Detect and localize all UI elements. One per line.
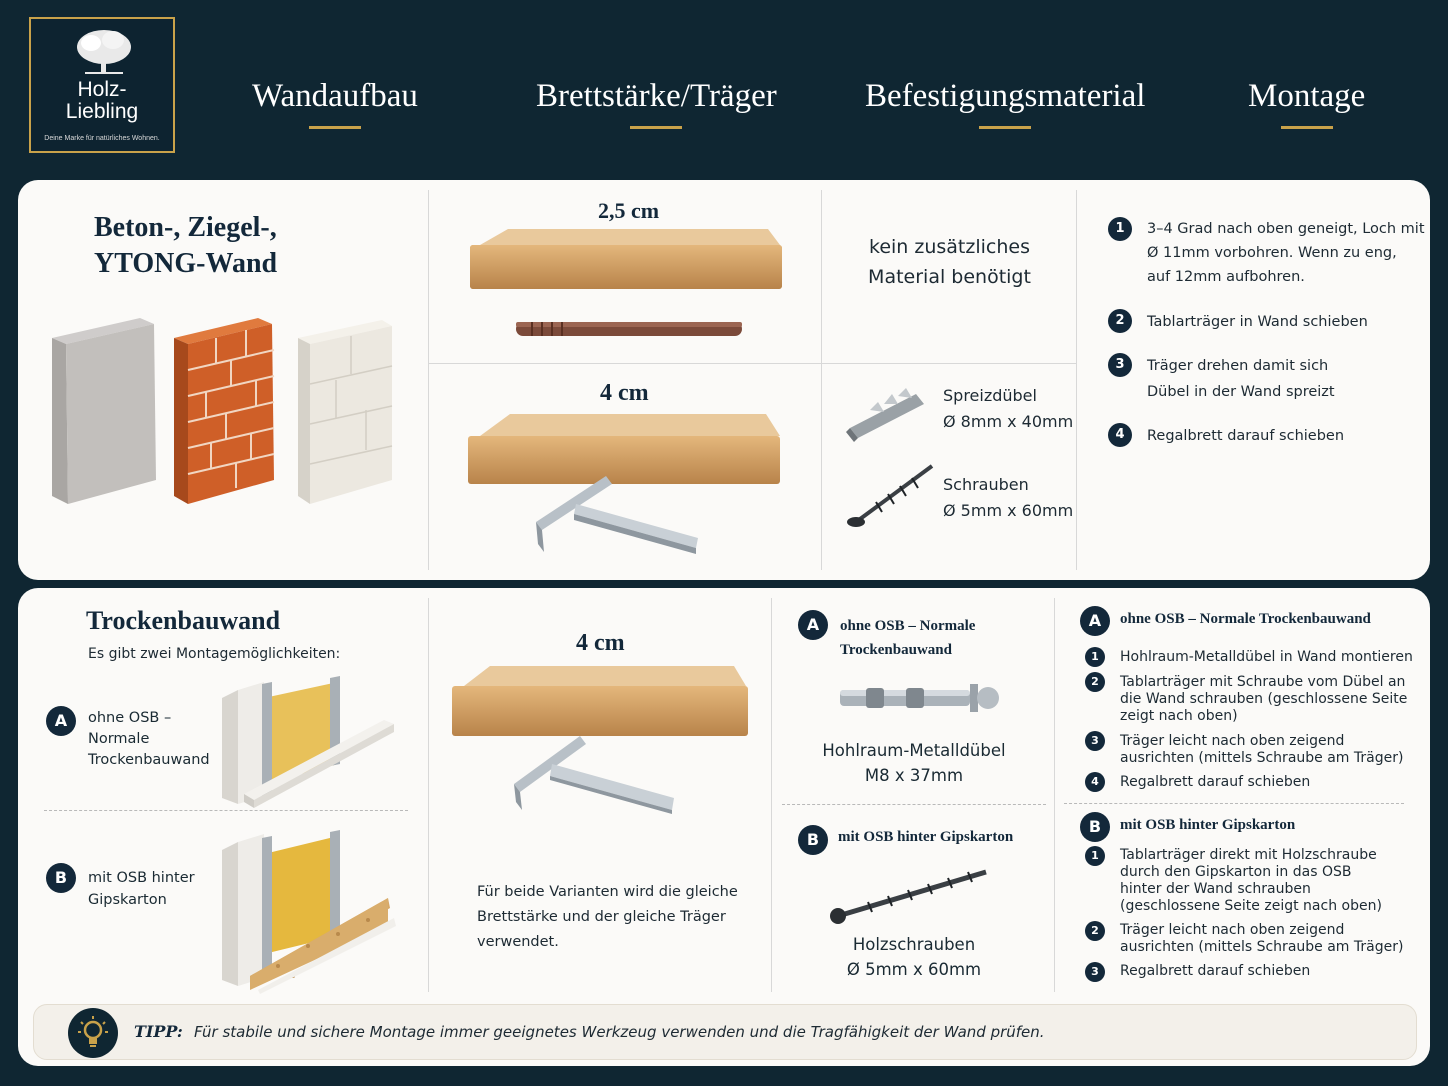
- step-number: 2: [1085, 672, 1105, 692]
- step-number: 4: [1085, 772, 1105, 792]
- cavity-anchor-icon: [836, 678, 1000, 718]
- cavity-anchor-label: Hohlraum-Metalldübel M8 x 37mm: [822, 741, 1006, 785]
- screw-label: Schrauben Ø 5mm x 60mm: [943, 475, 1074, 520]
- expansion-dowel-icon: [846, 380, 930, 444]
- nav-underline: [1281, 126, 1333, 129]
- solid-wall-panel: [18, 180, 1430, 580]
- lightbulb-icon: [68, 1008, 118, 1058]
- step-number: 1: [1085, 647, 1105, 667]
- drywall-a-image: [218, 668, 400, 808]
- no-material-text: kein zusätzliches Material benötigt: [868, 236, 1031, 288]
- step-number: 3: [1085, 962, 1105, 982]
- drywall-board-thickness: 4 cm: [576, 630, 625, 656]
- material-a-title: ohne OSB – Normale Trockenbauwand: [840, 618, 976, 658]
- steps-b-badge: B: [1080, 812, 1110, 842]
- solid-wall-title: Beton-, Ziegel-, YTONG-Wand: [94, 212, 278, 279]
- expansion-dowel-label: Spreizdübel Ø 8mm x 40mm: [943, 386, 1074, 431]
- steps-b-item-2: Träger leicht nach oben zeigend ausrichten (mittels Schraube am Träger): [1120, 922, 1404, 955]
- tree-icon: [75, 27, 133, 77]
- step-number: 2: [1085, 921, 1105, 941]
- option-b-badge: B: [46, 863, 76, 893]
- solid-step-4: Regalbrett darauf schieben: [1147, 428, 1345, 444]
- nav-underline: [979, 126, 1031, 129]
- nav-befestigungsmaterial[interactable]: Befestigungsmaterial: [865, 78, 1145, 115]
- steps-b-title: mit OSB hinter Gipskarton: [1120, 817, 1296, 833]
- solid-step-3: Träger drehen damit sich Dübel in der Wand spreizt: [1147, 358, 1335, 400]
- step-number: 3: [1085, 731, 1105, 751]
- drywall-title: Trockenbauwand: [86, 606, 281, 635]
- steps-b-item-1: Tablarträger direkt mit Holzschraube durch den Gipskarton in das OSB hinter der Wand schrauben (geschlossene Seite zeigt nach oben): [1120, 847, 1382, 914]
- wood-screw-label: Holzschrauben Ø 5mm x 60mm: [846, 935, 982, 979]
- brand-logo[interactable]: [29, 17, 175, 153]
- board-thickness-25: 2,5 cm: [598, 198, 660, 223]
- step-number: 1: [1108, 217, 1132, 241]
- material-a-badge: A: [798, 610, 828, 640]
- drywall-board-bracket-image: [450, 664, 754, 824]
- steps-a-item-2: Tablarträger mit Schraube vom Dübel an die Wand schrauben (geschlossene Seite zeigt nach oben): [1120, 674, 1408, 724]
- material-b-badge: B: [798, 825, 828, 855]
- solid-step-1: 3–4 Grad nach oben geneigt, Loch mit Ø 11mm vorbohren. Wenn zu eng, auf 12mm aufbohren.: [1147, 221, 1425, 285]
- board-thickness-4: 4 cm: [600, 380, 649, 406]
- material-b-title: mit OSB hinter Gipskarton: [838, 829, 1014, 845]
- step-number: 1: [1085, 846, 1105, 866]
- step-number: 2: [1108, 309, 1132, 333]
- tip-label: TIPP:: [134, 1022, 183, 1041]
- steps-a-item-1: Hohlraum-Metalldübel in Wand montieren: [1120, 649, 1413, 665]
- board-25-image: [468, 225, 788, 295]
- wood-screw-icon: [828, 868, 992, 928]
- nav-underline: [630, 126, 682, 129]
- option-a-label: ohne OSB – Normale Trockenbauwand: [88, 710, 210, 768]
- tip-text: Für stabile und sichere Montage immer geeignetes Werkzeug verwenden und die Tragfähigkeit der Wand prüfen.: [194, 1023, 1045, 1041]
- steps-a-item-4: Regalbrett darauf schieben: [1120, 774, 1311, 790]
- tip-badge: [68, 1008, 118, 1058]
- steps-b-item-3: Regalbrett darauf schieben: [1120, 963, 1311, 979]
- brand-tagline: Deine Marke für natürliches Wohnen.: [44, 135, 160, 142]
- solid-step-2: Tablarträger in Wand schieben: [1147, 314, 1368, 330]
- drywall-note: Für beide Varianten wird die gleiche Brettstärke und der gleiche Träger verwendet.: [477, 884, 738, 950]
- brand-name: Holz- Liebling: [65, 78, 139, 123]
- board-4-with-bracket-image: [466, 412, 786, 562]
- option-a-badge: A: [46, 706, 76, 736]
- wall-samples-image: [46, 310, 396, 510]
- drywall-subtitle: Es gibt zwei Montagemöglichkeiten:: [88, 646, 341, 662]
- step-number: 4: [1108, 423, 1132, 447]
- nav-brettstaerke[interactable]: Brettstärke/Träger: [536, 78, 777, 115]
- step-number: 3: [1108, 353, 1132, 377]
- steps-a-badge: A: [1080, 606, 1110, 636]
- screw-icon: [846, 462, 936, 532]
- drywall-b-image: [218, 826, 400, 994]
- tip-bar: [33, 1004, 1417, 1060]
- nav-wandaufbau[interactable]: Wandaufbau: [252, 78, 418, 115]
- steps-a-title: ohne OSB – Normale Trockenbauwand: [1120, 611, 1371, 627]
- nav-underline: [309, 126, 361, 129]
- nav-montage[interactable]: Montage: [1248, 78, 1365, 115]
- drywall-panel: [18, 588, 1430, 1066]
- steps-a-item-3: Träger leicht nach oben zeigend ausrichten (mittels Schraube am Träger): [1120, 733, 1404, 766]
- frame-dowel-image: [514, 316, 744, 342]
- option-b-label: mit OSB hinter Gipskarton: [88, 870, 195, 908]
